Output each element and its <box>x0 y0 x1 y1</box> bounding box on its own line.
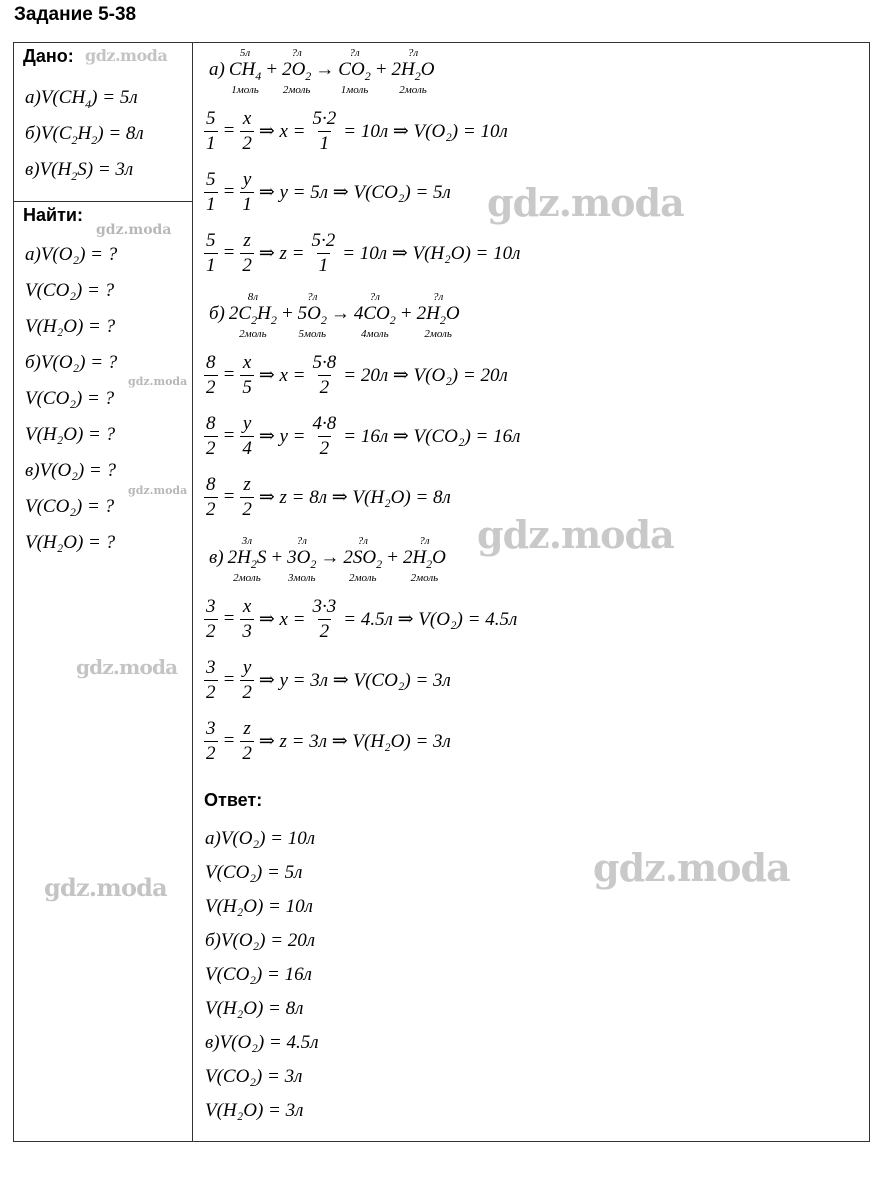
given-b: $б)V(C_2H_2) = 8л$ <box>25 123 144 147</box>
reaction-b: б) 8л $2C_2H_2$ 2моль + ?л $5O_2$ 5моль → ?л $4CO_2$ 4моль + ?л $2H_2O$ 2моль <box>209 291 460 340</box>
watermark: gdz.moda <box>44 873 167 902</box>
column-divider <box>192 42 193 1142</box>
find-item: V(CO₂) = ? <box>25 280 115 301</box>
calc-b1: $\frac{8}{2}$ = $\frac{x}{5}$ ⇒ x = $\frac{5\cdot 8}{2}$ = 20л ⇒ V(O₂) = 20л <box>206 352 508 398</box>
calc-b2: $\frac{8}{2}$ = $\frac{y}{4}$ ⇒ y = $\frac{4\cdot 8}{2}$ = 16л ⇒ V(CO₂) = 16л <box>206 413 521 459</box>
given-label: Дано: <box>23 46 74 66</box>
watermark: gdz.moda <box>128 484 188 497</box>
find-item: в)V(O₂) = ? <box>25 460 116 481</box>
given-divider <box>13 201 193 202</box>
answer-label: Ответ: <box>204 790 263 810</box>
answer-item: V(H₂O) = 10л <box>205 896 313 917</box>
calc-b3: $\frac{8}{2}$ = $\frac{z}{2}$ ⇒ z = 8л ⇒ V(H₂O) = 8л <box>206 474 451 520</box>
find-item: V(H₂O) = ? <box>25 424 116 445</box>
calc-c3: $\frac{3}{2}$ = $\frac{z}{2}$ ⇒ z = 3л ⇒ V(H₂O) = 3л <box>206 718 451 764</box>
given-a: $а)V(CH_4) = 5л$ <box>25 87 138 111</box>
answer-item: V(CO₂) = 5л <box>205 862 303 883</box>
watermark: gdz.moda <box>85 46 168 65</box>
find-item: а)V(O₂) = ? <box>25 244 118 265</box>
reaction-a: а) 5л $CH_4$ 1моль + ?л $2O_2$ 2моль → ?л $CO_2$ 1моль + ?л $2H_2O$ 2моль <box>209 47 435 96</box>
answer-item: в)V(O₂) = 4.5л <box>205 1032 319 1053</box>
calc-a2: $\frac{5}{1}$ = $\frac{y}{1}$ ⇒ y = 5л ⇒ V(CO₂) = 5л <box>206 169 451 215</box>
given-c: $в)V(H_2S) = 3л$ <box>25 159 134 183</box>
answer-item: V(H₂O) = 3л <box>205 1100 304 1121</box>
find-item: V(H₂O) = ? <box>25 532 116 553</box>
find-label: Найти: <box>23 205 83 225</box>
calc-a1: $\frac{5}{1}$ = $\frac{x}{2}$ ⇒ x = $\frac{5\cdot 2}{1}$ = 10л ⇒ V(O₂) = 10л <box>206 108 508 154</box>
watermark: gdz.moda <box>477 512 674 557</box>
reaction-c: в) 3л $2H_2S$ 2моль + ?л $3O_2$ 3моль → ?л $2SO_2$ 2моль + ?л $2H_2O$ 2моль <box>209 535 446 584</box>
find-item: V(CO₂) = ? <box>25 388 115 409</box>
answer-item: V(H₂O) = 8л <box>205 998 304 1019</box>
watermark: gdz.moda <box>487 180 684 225</box>
calc-a3: $\frac{5}{1}$ = $\frac{z}{2}$ ⇒ z = $\frac{5\cdot 2}{1}$ = 10л ⇒ V(H₂O) = 10л <box>206 230 521 276</box>
watermark: gdz.moda <box>96 222 172 238</box>
calc-c1: $\frac{3}{2}$ = $\frac{x}{3}$ ⇒ x = $\frac{3\cdot 3}{2}$ = 4.5л ⇒ V(O₂) = 4.5л <box>206 596 518 642</box>
answer-item: V(CO₂) = 16л <box>205 964 312 985</box>
find-item: б)V(O₂) = ? <box>25 352 118 373</box>
task-title: Задание 5-38 <box>14 4 137 25</box>
answer-item: а)V(O₂) = 10л <box>205 828 316 849</box>
answer-item: V(CO₂) = 3л <box>205 1066 303 1087</box>
watermark: gdz.moda <box>76 655 178 679</box>
watermark: gdz.moda <box>128 375 188 388</box>
calc-c2: $\frac{3}{2}$ = $\frac{y}{2}$ ⇒ y = 3л ⇒ V(CO₂) = 3л <box>206 657 451 703</box>
watermark: gdz.moda <box>593 845 790 890</box>
answer-item: б)V(O₂) = 20л <box>205 930 316 951</box>
find-item: V(CO₂) = ? <box>25 496 115 517</box>
find-item: V(H₂O) = ? <box>25 316 116 337</box>
